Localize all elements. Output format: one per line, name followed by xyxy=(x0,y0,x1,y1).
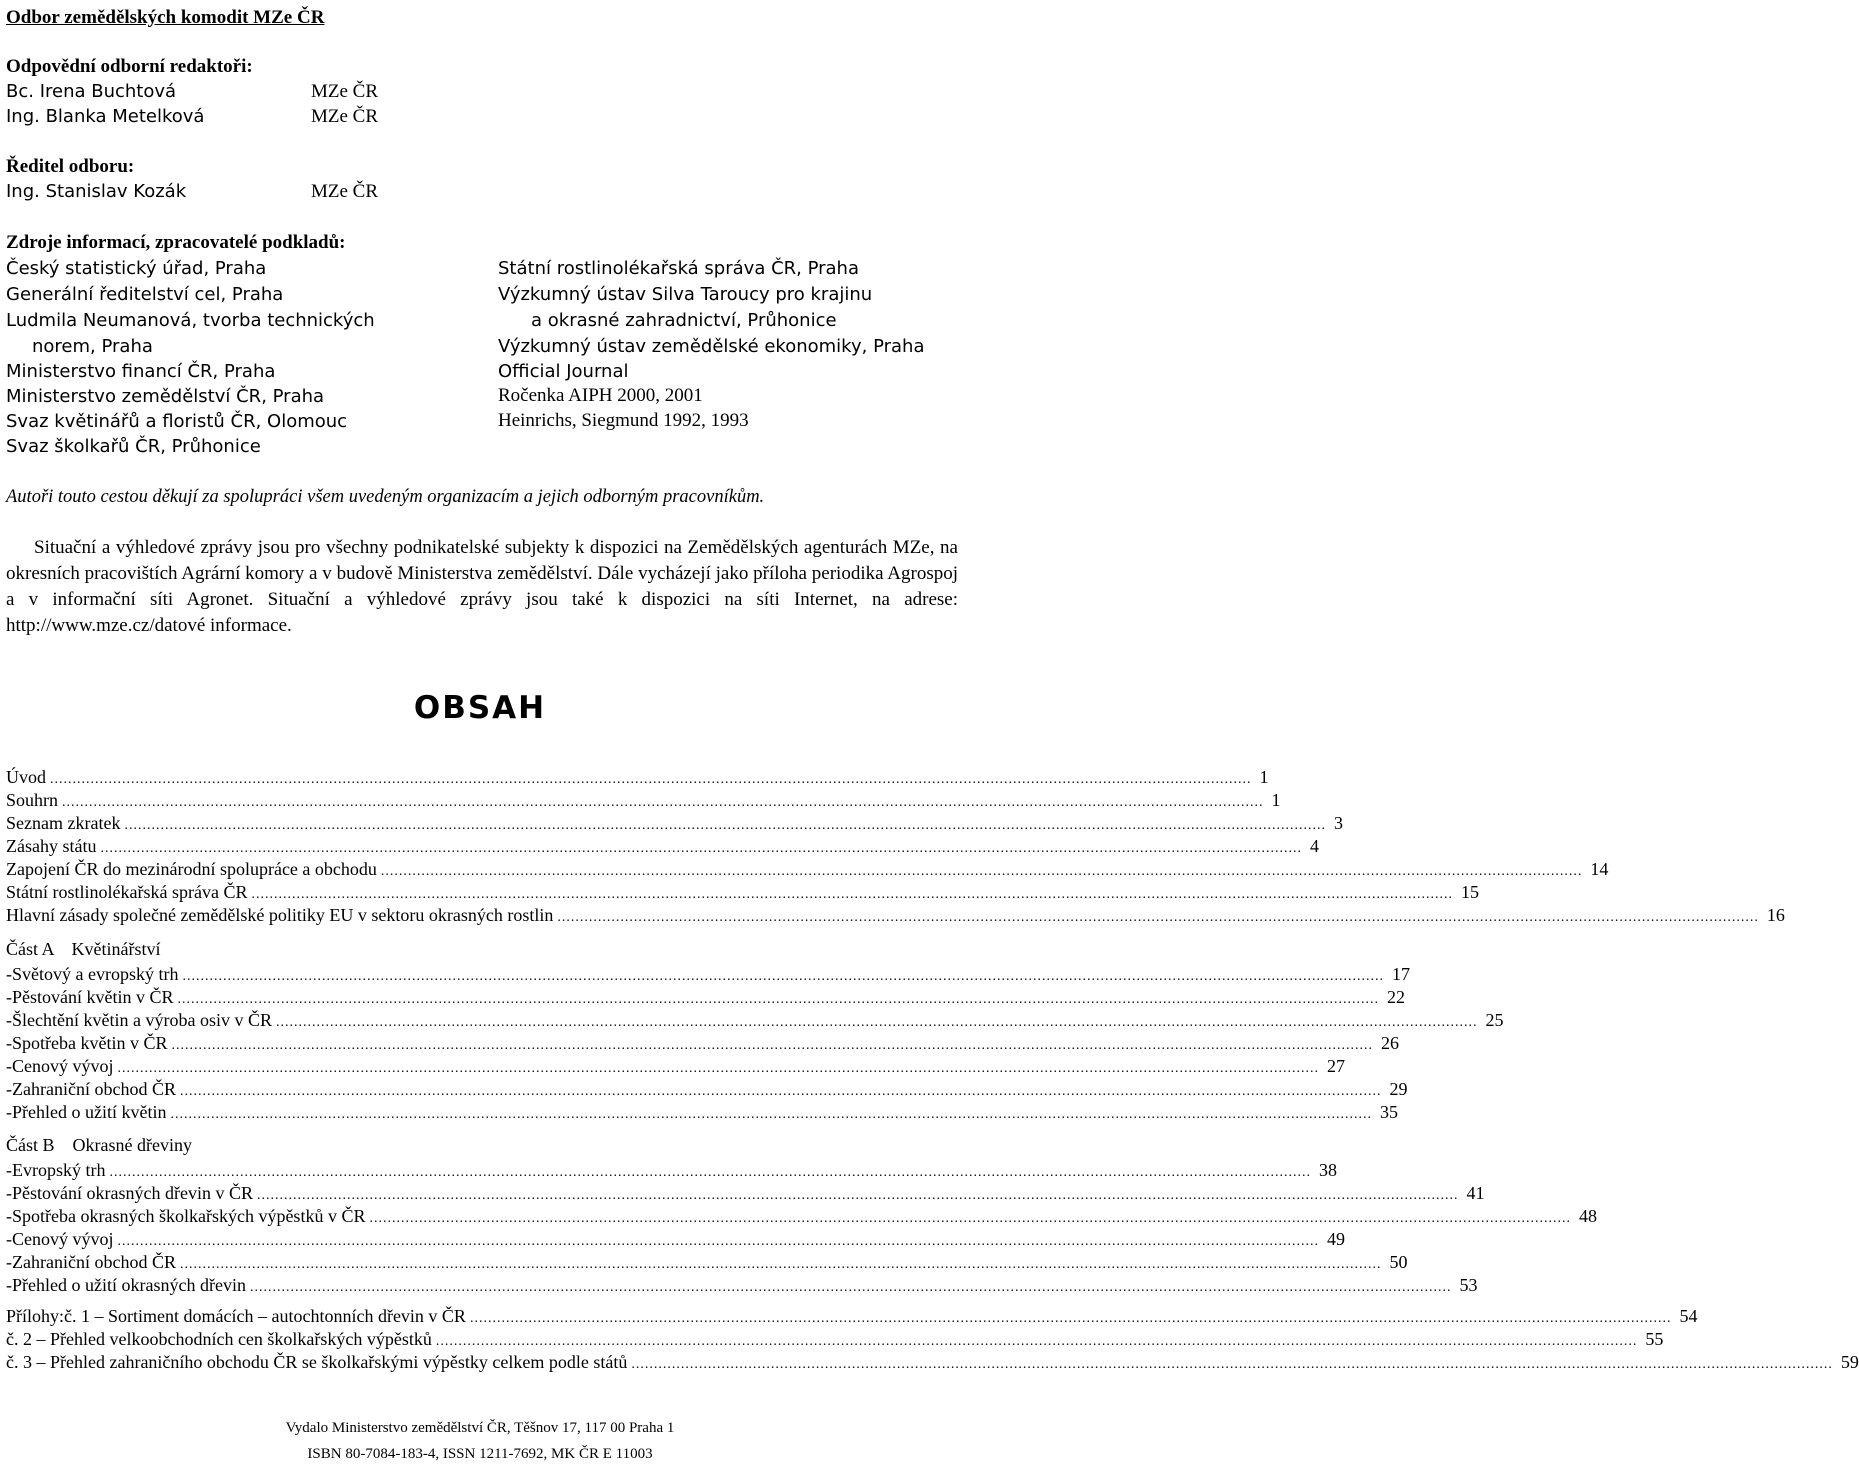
isbn-line: ISBN 80-7084-183-4, ISSN 1211-7692, MK ČR E 11003 xyxy=(307,1446,653,1462)
toc-page: 48 xyxy=(1578,1206,1597,1226)
toc-leader: ........................................................................................................................................................................................................................................................................... xyxy=(117,1234,1319,1249)
toc-entry xyxy=(6,836,1319,859)
toc-page: 25 xyxy=(1485,1010,1504,1030)
toc-leader: ........................................................................................................................................................................................................................................................................... xyxy=(469,1311,1672,1326)
toc-dash: - xyxy=(6,1010,12,1030)
toc-entry xyxy=(6,1056,1345,1079)
source-item: Generální ředitelství cel, Praha xyxy=(6,284,284,305)
source-item: Výzkumný ústav Silva Taroucy pro krajinu xyxy=(498,284,873,305)
toc-dash: - xyxy=(6,964,12,984)
editor-org: MZe ČR xyxy=(311,106,379,127)
source-item: Ministerstvo financí ČR, Praha xyxy=(6,361,276,382)
toc-entry xyxy=(6,1306,1698,1329)
source-item: Státní rostlinolékařská správa ČR, Praha xyxy=(498,258,859,279)
toc-page: 14 xyxy=(1590,859,1609,879)
toc-entry xyxy=(6,1252,1408,1275)
toc-entry xyxy=(6,964,1410,987)
toc-label: Státní rostlinolékařská správa ČR xyxy=(6,882,248,902)
toc-entry xyxy=(6,813,1343,836)
toc-entry xyxy=(6,1329,1664,1352)
toc-page: 3 xyxy=(1333,813,1343,833)
toc-label: č. 2 – Přehled velkoobchodních cen školkařských výpěstků xyxy=(6,1329,432,1349)
toc-leader: ........................................................................................................................................................................................................................................................................... xyxy=(256,1188,1459,1203)
paragraph-text: Situační a výhledové zprávy jsou pro všechny podnikatelské subjekty k dispozici na Zemědělských agenturách MZe, na okresních pracovištích Agrární komory a v budově Ministerstva zemědělství. Dále vycházejí jako příloha periodika Agrospoj a v informační síti Agronet. Situační a výhledové zprávy jsou také k dispozici na síti Internet, na adrese: http://www.mze.cz/datové informace. xyxy=(6,537,958,636)
toc-dash: - xyxy=(6,1079,12,1099)
source-item: Ministerstvo zemědělství ČR, Praha xyxy=(6,386,325,407)
toc-label: Spotřeba květin v ČR xyxy=(12,1033,168,1053)
source-item: Svaz školkařů ČR, Průhonice xyxy=(6,436,261,457)
toc-page: 15 xyxy=(1460,882,1479,902)
toc-entry xyxy=(6,1079,1408,1102)
toc-label: Spotřeba okrasných školkařských výpěstků v ČR xyxy=(12,1206,366,1226)
toc-page: 4 xyxy=(1309,836,1319,856)
toc-label: Souhrn xyxy=(6,790,59,810)
toc-page: 59 xyxy=(1840,1352,1859,1372)
source-item: Výzkumný ústav zemědělské ekonomiky, Praha xyxy=(498,336,925,357)
part-b-heading: Část B Okrasné dřeviny xyxy=(6,1135,192,1155)
toc-leader: ........................................................................................................................................................................................................................................................................... xyxy=(117,1061,1319,1076)
director-heading: Ředitel odboru: xyxy=(6,156,135,177)
toc-dash: - xyxy=(6,1033,12,1053)
toc-label: Pěstování okrasných dřevin v ČR xyxy=(12,1183,253,1203)
toc-label: Hlavní zásady společné zemědělské politiky EU v sektoru okrasných rostlin xyxy=(6,905,554,925)
toc-page: 54 xyxy=(1679,1306,1698,1326)
toc-label: Šlechtění květin a výroba osiv v ČR xyxy=(12,1010,272,1030)
toc-page: 49 xyxy=(1327,1229,1345,1249)
availability-paragraph xyxy=(6,535,958,639)
toc-dash: - xyxy=(6,1102,12,1122)
toc-leader: ........................................................................................................................................................................................................................................................................... xyxy=(249,1280,1452,1295)
toc-entry xyxy=(6,1352,1859,1375)
toc-entry xyxy=(6,987,1405,1010)
toc-dash: - xyxy=(6,1056,12,1076)
toc-leader: ........................................................................................................................................................................................................................................................................... xyxy=(251,887,1453,902)
toc-dash: - xyxy=(6,1252,12,1272)
editor-name: Bc. Irena Buchtová xyxy=(6,81,177,102)
toc-label: Zahraniční obchod ČR xyxy=(12,1079,176,1099)
publisher-line: Vydalo Ministerstvo zemědělství ČR, Těšnov 17, 117 00 Praha 1 xyxy=(285,1420,675,1436)
source-item: Český statistický úřad, Praha xyxy=(6,258,267,279)
toc-entry xyxy=(6,905,1785,928)
toc-page: 26 xyxy=(1381,1033,1399,1053)
sources-heading: Zdroje informací, zpracovatelé podkladů: xyxy=(6,232,346,253)
appendices-prefix: Přílohy: xyxy=(6,1306,65,1326)
toc-leader: ........................................................................................................................................................................................................................................................................... xyxy=(182,969,1384,984)
toc-entry xyxy=(6,767,1269,790)
toc-leader: ........................................................................................................................................................................................................................................................................... xyxy=(170,1107,1372,1122)
toc-page: 50 xyxy=(1389,1252,1408,1272)
toc-entry xyxy=(6,790,1281,813)
toc-leader: ........................................................................................................................................................................................................................................................................... xyxy=(177,992,1379,1007)
toc-entry xyxy=(6,1102,1398,1125)
toc-entry xyxy=(6,859,1609,882)
toc-dash: - xyxy=(6,1275,12,1295)
source-item: Heinrichs, Siegmund 1992, 1993 xyxy=(498,410,749,431)
toc-label: Přehled o užití okrasných dřevin xyxy=(12,1275,246,1295)
toc-page: 17 xyxy=(1391,964,1410,984)
toc-leader: ........................................................................................................................................................................................................................................................................... xyxy=(435,1334,1638,1349)
toc-leader: ........................................................................................................................................................................................................................................................................... xyxy=(100,841,1302,856)
toc-label: Světový a evropský trh xyxy=(12,964,179,984)
toc-label: Zásahy státu xyxy=(6,836,97,856)
toc-entry xyxy=(6,1229,1345,1252)
director-name: Ing. Stanislav Kozák xyxy=(6,181,187,202)
toc-leader: ........................................................................................................................................................................................................................................................................... xyxy=(109,1165,1311,1180)
source-item: Svaz květinářů a floristů ČR, Olomouc xyxy=(6,411,348,432)
toc-label: Cenový vývoj xyxy=(12,1056,114,1076)
toc-leader: ........................................................................................................................................................................................................................................................................... xyxy=(179,1257,1382,1272)
toc-label: č. 1 – Sortiment domácích – autochtonních dřevin v ČR xyxy=(64,1306,466,1326)
toc-page: 22 xyxy=(1387,987,1405,1007)
toc-entry xyxy=(6,1206,1597,1229)
toc-page: 1 xyxy=(1271,790,1281,810)
toc-entry xyxy=(6,1275,1478,1298)
editors-heading: Odpovědní odborní redaktoři: xyxy=(6,56,253,77)
toc-entry xyxy=(6,1033,1399,1056)
source-item: a okrasné zahradnictví, Průhonice xyxy=(531,310,837,331)
toc-label: Přehled o užití květin xyxy=(12,1102,167,1122)
toc-label: Cenový vývoj xyxy=(12,1229,114,1249)
toc-label: Pěstování květin v ČR xyxy=(12,987,174,1007)
toc-leader: ........................................................................................................................................................................................................................................................................... xyxy=(557,910,1759,925)
source-item: Ludmila Neumanová, tvorba technických xyxy=(6,310,375,331)
toc-leader: ........................................................................................................................................................................................................................................................................... xyxy=(50,772,1252,787)
toc-label: Evropský trh xyxy=(12,1160,106,1180)
editor-name: Ing. Blanka Metelková xyxy=(6,106,205,127)
contents-title: OBSAH xyxy=(413,690,547,726)
toc-page: 53 xyxy=(1459,1275,1478,1295)
toc-page: 16 xyxy=(1766,905,1785,925)
acknowledgement: Autoři touto cestou děkují za spolupráci všem uvedeným organizacím a jejich odborným pracovníkům. xyxy=(6,487,765,507)
department-title: Odbor zemědělských komodit MZe ČR xyxy=(6,7,325,28)
toc-page: 55 xyxy=(1645,1329,1664,1349)
toc-dash: - xyxy=(6,1206,12,1226)
toc-label: č. 3 – Přehled zahraničního obchodu ČR se školkařskými výpěstky celkem podle států xyxy=(6,1352,628,1372)
toc-label: Zapojení ČR do mezinárodní spolupráce a obchodu xyxy=(6,859,377,879)
toc-leader: ........................................................................................................................................................................................................................................................................... xyxy=(380,864,1583,879)
toc-leader: ........................................................................................................................................................................................................................................................................... xyxy=(179,1084,1382,1099)
toc-label: Úvod xyxy=(6,767,46,787)
toc-dash: - xyxy=(6,1229,12,1249)
source-item: norem, Praha xyxy=(32,336,153,357)
toc-label: Zahraniční obchod ČR xyxy=(12,1252,176,1272)
toc-page: 29 xyxy=(1389,1079,1408,1099)
toc-label: Seznam zkratek xyxy=(6,813,121,833)
toc-dash: - xyxy=(6,1183,12,1203)
toc-leader: ........................................................................................................................................................................................................................................................................... xyxy=(631,1357,1833,1372)
toc-page: 35 xyxy=(1379,1102,1398,1122)
toc-dash: - xyxy=(6,1160,12,1180)
source-item: Official Journal xyxy=(498,361,629,382)
toc-entry xyxy=(6,882,1479,905)
toc-page: 38 xyxy=(1319,1160,1337,1180)
director-org: MZe ČR xyxy=(311,181,379,202)
toc-leader: ........................................................................................................................................................................................................................................................................... xyxy=(124,818,1326,833)
source-item: Ročenka AIPH 2000, 2001 xyxy=(498,385,703,406)
part-a-heading: Část A Květinářství xyxy=(6,939,161,959)
toc-leader: ........................................................................................................................................................................................................................................................................... xyxy=(275,1015,1478,1030)
toc-leader: ........................................................................................................................................................................................................................................................................... xyxy=(62,795,1264,810)
toc-entry xyxy=(6,1183,1485,1206)
toc-page: 27 xyxy=(1327,1056,1345,1076)
editor-org: MZe ČR xyxy=(311,81,379,102)
toc-entry xyxy=(6,1010,1504,1033)
toc-leader: ........................................................................................................................................................................................................................................................................... xyxy=(171,1038,1373,1053)
toc-dash: - xyxy=(6,987,12,1007)
toc-leader: ........................................................................................................................................................................................................................................................................... xyxy=(369,1211,1571,1226)
toc-entry xyxy=(6,1160,1337,1183)
toc-page: 1 xyxy=(1259,767,1269,787)
toc-page: 41 xyxy=(1466,1183,1485,1203)
